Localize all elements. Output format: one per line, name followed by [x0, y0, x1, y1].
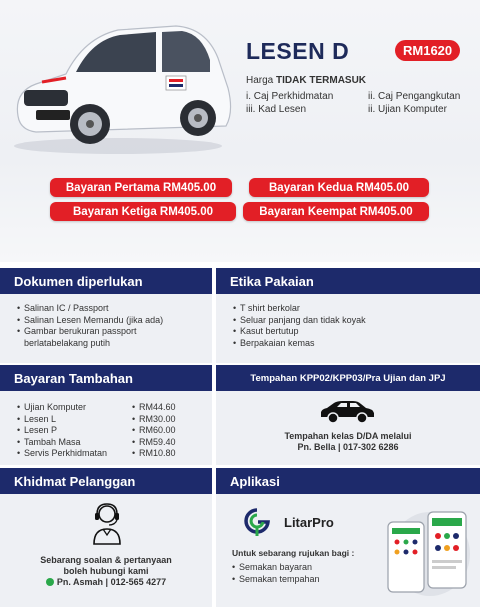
hero-section	[0, 0, 480, 262]
car-icon	[317, 399, 377, 425]
litarpro-logo-icon	[244, 508, 270, 538]
fee-label: • Lesen L	[17, 414, 137, 426]
page-title: LESEN D	[246, 38, 350, 64]
exclusion-item: i. Caj Perkhidmatan	[246, 91, 334, 102]
list-item-continued	[17, 338, 207, 350]
tempahan-line1: Tempahan kelas D/DA melalui	[284, 431, 412, 441]
tambahan-prices	[132, 402, 202, 460]
list-item: • Gambar berukuran passport	[17, 326, 207, 338]
tempahan-panel	[216, 365, 480, 465]
fee-label: • Lesen P	[17, 425, 137, 437]
payment-pill-4: Bayaran Keempat RM405.00	[243, 202, 429, 221]
tempahan-info	[216, 431, 480, 453]
exclusions-list	[246, 91, 476, 115]
list-item: • Semakan bayaran	[232, 562, 382, 574]
fee-price: • RM10.80	[132, 448, 202, 460]
list-item: • Seluar panjang dan tidak koyak	[233, 315, 473, 327]
aplikasi-panel	[216, 468, 480, 607]
list-item: • Berpakaian kemas	[233, 338, 473, 350]
app-name: LitarPro	[284, 515, 334, 530]
aplikasi-list	[232, 562, 382, 585]
fee-price: • RM30.00	[132, 414, 202, 426]
tambahan-panel	[0, 365, 212, 465]
fee-label: • Servis Perkhidmatan	[17, 448, 137, 460]
khidmat-heading: Khidmat Pelanggan	[0, 468, 212, 494]
etika-panel	[216, 268, 480, 363]
dokumen-heading: Dokumen diperlukan	[0, 268, 212, 294]
car-image	[6, 8, 238, 158]
phone-icon	[46, 578, 54, 586]
customer-service-icon	[92, 502, 122, 546]
list-item: • Semakan tempahan	[232, 574, 382, 586]
khidmat-info	[0, 555, 212, 588]
fee-price: • RM59.40	[132, 437, 202, 449]
harga-prefix: Harga	[246, 75, 274, 86]
dokumen-panel	[0, 268, 212, 363]
aplikasi-intro: Untuk sebarang rujukan bagi :	[232, 548, 355, 558]
exclusion-item: ii. Caj Pengangkutan	[368, 91, 461, 102]
aplikasi-heading: Aplikasi	[216, 468, 480, 494]
khidmat-contact	[0, 577, 212, 588]
etika-list	[233, 303, 473, 349]
payment-pill-2: Bayaran Kedua RM405.00	[249, 178, 429, 197]
fee-label: • Ujian Komputer	[17, 402, 137, 414]
khidmat-contact-text: Pn. Asmah | 012-565 4277	[56, 577, 167, 587]
fee-price: • RM60.00	[132, 425, 202, 437]
tempahan-line2: Pn. Bella | 017-302 6286	[297, 442, 399, 452]
payment-pill-3: Bayaran Ketiga RM405.00	[50, 202, 236, 221]
tambahan-labels	[17, 402, 137, 460]
payment-pill-1: Bayaran Pertama RM405.00	[50, 178, 232, 197]
list-item: • Kasut bertutup	[233, 326, 473, 338]
list-item: • Salinan Lesen Memandu (jika ada)	[17, 315, 207, 327]
etika-heading: Etika Pakaian	[216, 268, 480, 294]
tambahan-heading: Bayaran Tambahan	[0, 365, 212, 391]
price-badge: RM1620	[395, 40, 460, 61]
exclusion-item: iii. Kad Lesen	[246, 104, 307, 115]
dokumen-list	[17, 303, 207, 349]
khidmat-line2: boleh hubungi kami	[63, 566, 149, 576]
list-item: • T shirt berkolar	[233, 303, 473, 315]
list-item: • Salinan IC / Passport	[17, 303, 207, 315]
harga-bold: TIDAK TERMASUK	[276, 75, 367, 86]
fee-price: • RM44.60	[132, 402, 202, 414]
harga-note	[246, 75, 366, 86]
khidmat-line1: Sebarang soalan & pertanyaan	[40, 555, 172, 565]
list-item-text: berlatabelakang putih	[24, 337, 111, 348]
phone-mockup-image	[382, 508, 474, 604]
exclusion-item: ii. Ujian Komputer	[368, 104, 447, 115]
fee-label: • Tambah Masa	[17, 437, 137, 449]
khidmat-panel	[0, 468, 212, 607]
tempahan-heading: Tempahan KPP02/KPP03/Pra Ujian dan JPJ	[216, 365, 480, 391]
